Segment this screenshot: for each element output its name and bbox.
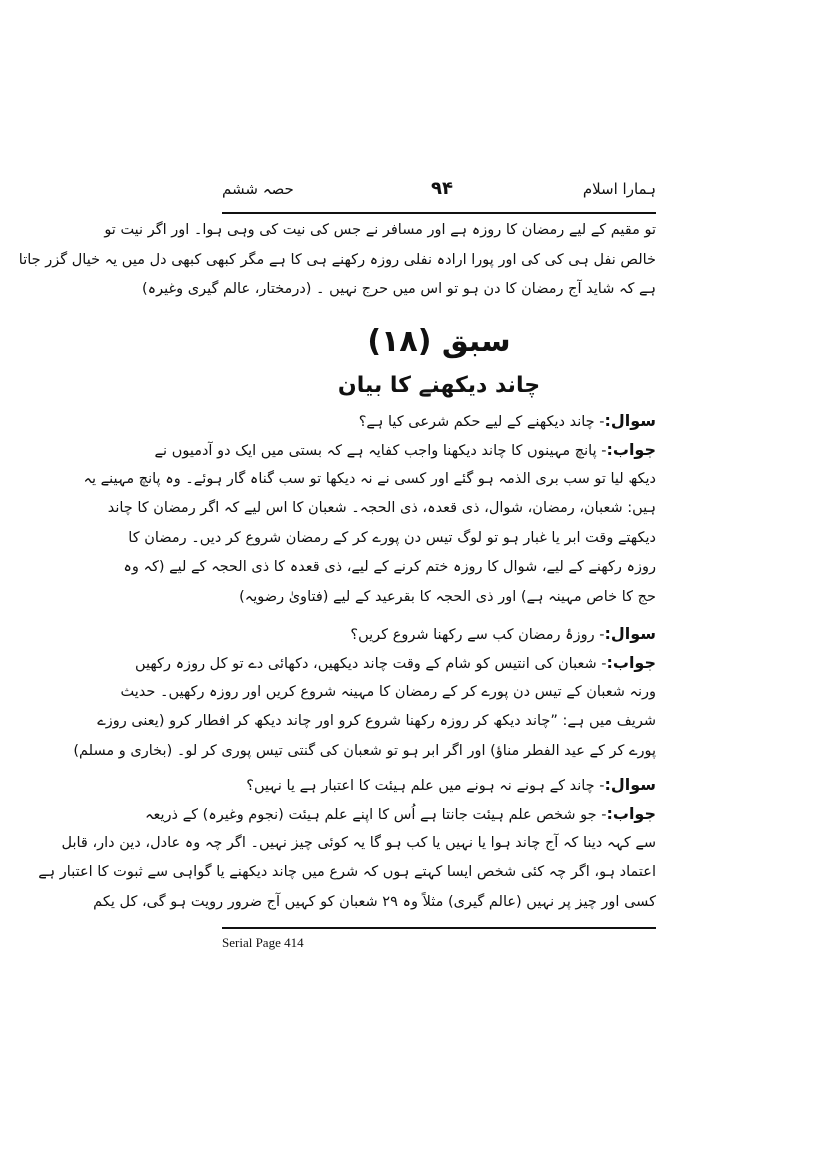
book-title: ہمارا اسلام — [582, 180, 656, 198]
answer-line: دیکھ لیا تو سب بری الذمہ ہو گئے اور کسی نے نہ دیکھا تو سب گناہ گار ہوئے۔ وہ پانچ مہینے یہ — [83, 470, 656, 487]
intro-line: ہے کہ شاید آج رمضان کا دن ہو تو اس میں حرج نہیں ۔ (درمختار، عالم گیری وغیرہ) — [142, 281, 656, 297]
answer-line — [134, 648, 656, 678]
answer-line: کسی اور چیز پر نہیں (عالم گیری) مثلاً وہ ۲۹ شعبان کو کہیں آج ضرور رویت ہو گی، کل یکم — [93, 893, 656, 910]
question-label: سوال: — [604, 775, 656, 794]
answer-line: ہیں: شعبان، رمضان، شوال، ذی قعدہ، ذی الحجہ۔ شعبان کا اس لیے کہ اگر رمضان کا چاند — [107, 500, 656, 516]
footer-divider — [222, 927, 656, 929]
answer-line: حج کا خاص مہینہ ہے) اور ذی الحجہ کا بقرعید کے لیے (فتاویٰ رضویہ) — [239, 588, 656, 605]
answer-line: ورنہ شعبان کے تیس دن پورے کر کے رمضان کا مہینہ شروع کریں اور روزہ رکھیں۔ حدیث — [120, 683, 656, 700]
question-text: - روزۂ رمضان کب سے رکھنا شروع کریں؟ — [350, 627, 605, 643]
intro-paragraph — [18, 216, 656, 305]
answer-line: روزہ رکھنے کے لیے، شوال کا روزہ ختم کرنے کے لیے، ذی قعدہ کا ذی الحجہ کے لیے (کہ وہ — [123, 559, 656, 575]
answer-3 — [38, 799, 656, 917]
question-label: سوال: — [604, 624, 656, 643]
answer-label: جواب: — [606, 804, 656, 823]
section-title: چاند دیکھنے کا بیان — [337, 373, 541, 398]
answer-line: شریف میں ہے: ”چاند دیکھ کر روزہ رکھنا شروع کرو اور چاند دیکھ کر افطار کرو (یعنی روزے — [97, 713, 656, 729]
answer-label: جواب: — [606, 653, 656, 672]
question-text: - چاند دیکھنے کے لیے حکم شرعی کیا ہے؟ — [358, 414, 605, 430]
lesson-title: سبق (۱۸) — [367, 324, 511, 359]
answer-1 — [83, 435, 656, 612]
serial-page-label: Serial Page 414 — [222, 935, 304, 950]
page-number: ۹۴ — [431, 178, 453, 199]
page-header — [222, 178, 656, 208]
question-1 — [222, 406, 656, 437]
answer-line: اعتماد ہو، اگر چہ کئی شخص ایسا کہتے ہوں کہ شرع میں چاند دیکھنے یا گواہی سے ثبوت کا اعتبار ہے — [38, 864, 656, 880]
intro-line: خالص نفل ہی کی کی اور پورا ارادہ نفلی روزہ رکھنے ہی کا ہے مگر کبھی کبھی دل میں یہ خیال گزر جاتا — [18, 251, 656, 268]
answer-line: پورے کر کے عید الفطر مناؤ) اور اگر ابر ہو تو شعبان کی گنتی تیس پوری کر لو۔ (بخاری و مسلم) — [73, 742, 656, 759]
question-text: - چاند کے ہونے نہ ہونے میں علم ہیئت کا اعتبار ہے یا نہیں؟ — [246, 778, 605, 794]
question-2 — [222, 619, 656, 650]
answer-text: - پانچ مہینوں کا چاند دیکھنا واجب کفایہ ہے کہ بستی میں ایک دو آدمیوں نے — [154, 443, 607, 459]
answer-text: - جو شخص علم ہیئت جانتا ہے اُس کا اپنے علم ہیئت (نجوم وغیرہ) کے ذریعہ — [144, 807, 607, 823]
answer-text: - شعبان کی انتیس کو شام کے وقت چاند دیکھیں، دکھائی دے تو کل روزہ رکھیں — [134, 656, 607, 672]
header-divider — [222, 212, 656, 214]
answer-line: سے کہہ دینا کہ آج چاند ہوا یا نہیں یا کب ہو گا یہ کوئی چیز نہیں۔ اگر چہ وہ عادل، دین دار، قابل — [61, 834, 656, 851]
answer-line — [144, 799, 656, 829]
intro-line: تو مقیم کے لیے رمضان کا روزہ ہے اور مسافر نے جس کی نیت کی وہی ہوا۔ اور اگر نیت تو — [104, 222, 656, 238]
question-3 — [222, 770, 656, 801]
header-part-label: حصہ ششم — [222, 180, 294, 198]
answer-line — [154, 435, 656, 465]
answer-label: جواب: — [606, 440, 656, 459]
answer-2 — [73, 648, 656, 766]
question-label: سوال: — [604, 411, 656, 430]
answer-line: دیکھتے وقت ابر یا غبار ہو تو لوگ تیس دن پورے کر کے رمضان شروع کر دیں۔ رمضان کا — [128, 529, 656, 546]
